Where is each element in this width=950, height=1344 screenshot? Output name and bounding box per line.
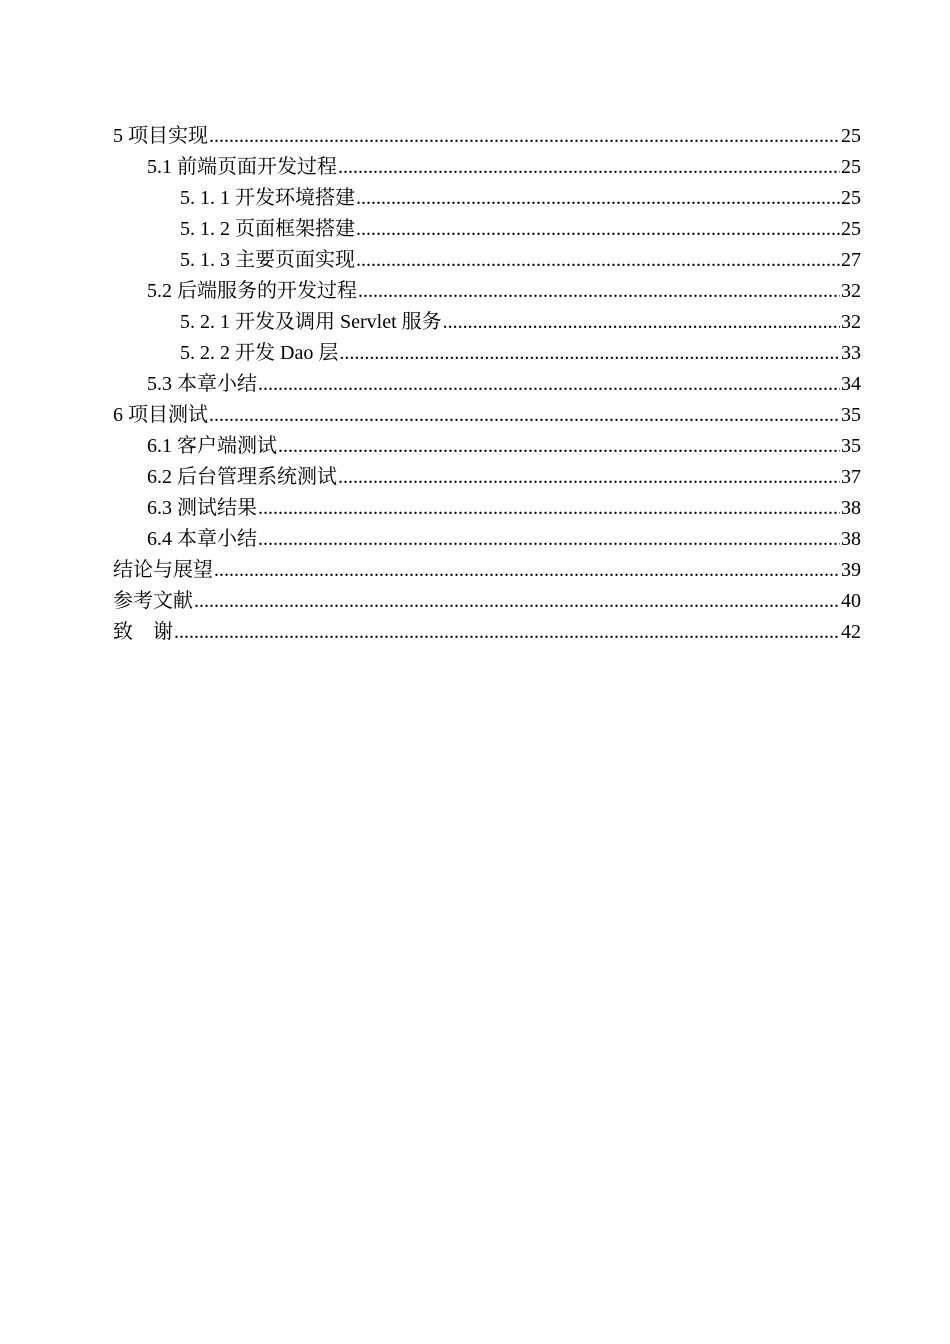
toc-entry-title: 6 项目测试	[113, 404, 208, 426]
toc-entry-title: 5.3 本章小结	[147, 373, 257, 395]
toc-entry[interactable]	[113, 245, 861, 276]
toc-entry-title: 5. 2. 2 开发 Dao 层	[180, 342, 339, 364]
toc-entry[interactable]	[113, 183, 861, 214]
toc-entry[interactable]	[113, 493, 861, 524]
toc-entry-title: 6.3 测试结果	[147, 497, 257, 519]
toc-entry-page-number: 42	[841, 621, 861, 643]
toc-entry-title: 5. 1. 1 开发环境搭建	[180, 187, 355, 209]
toc-entry-title: 6.4 本章小结	[147, 528, 257, 550]
toc-entry-page-number: 25	[841, 187, 861, 209]
toc-entry[interactable]	[113, 369, 861, 400]
dot-leader	[278, 431, 840, 462]
toc-entry[interactable]	[113, 276, 861, 307]
toc-entry-page-number: 25	[841, 125, 861, 147]
dot-leader	[209, 400, 840, 431]
toc-entry-page-number: 32	[841, 280, 861, 302]
dot-leader	[338, 462, 840, 493]
toc-entry[interactable]	[113, 214, 861, 245]
toc-entry[interactable]	[113, 338, 861, 369]
dot-leader	[443, 307, 840, 338]
toc-entry-page-number: 25	[841, 218, 861, 240]
toc-entry[interactable]	[113, 617, 861, 648]
toc-entry[interactable]	[113, 431, 861, 462]
toc-entry-page-number: 25	[841, 156, 861, 178]
dot-leader	[258, 493, 840, 524]
dot-leader	[209, 121, 840, 152]
toc-entry[interactable]	[113, 586, 861, 617]
dot-leader	[194, 586, 840, 617]
toc-entry-page-number: 35	[841, 404, 861, 426]
toc-entry-title: 6.2 后台管理系统测试	[147, 466, 337, 488]
toc-entry-title: 5 项目实现	[113, 125, 208, 147]
toc-entry-page-number: 34	[841, 373, 861, 395]
toc-entry-title: 5.1 前端页面开发过程	[147, 156, 337, 178]
dot-leader	[356, 183, 840, 214]
toc-entry[interactable]	[113, 524, 861, 555]
toc-entry-page-number: 39	[841, 559, 861, 581]
dot-leader	[174, 617, 840, 648]
toc-entry-page-number: 27	[841, 249, 861, 271]
toc-entry-title: 5. 1. 2 页面框架搭建	[180, 218, 355, 240]
dot-leader	[358, 276, 840, 307]
toc-entry-title: 6.1 客户端测试	[147, 435, 277, 457]
toc-entry[interactable]	[113, 555, 861, 586]
toc-entry[interactable]	[113, 121, 861, 152]
toc-entry-page-number: 38	[841, 528, 861, 550]
toc-entry[interactable]	[113, 152, 861, 183]
toc-entry-title: 5. 1. 3 主要页面实现	[180, 249, 355, 271]
toc-entry-page-number: 38	[841, 497, 861, 519]
table-of-contents	[113, 121, 861, 648]
toc-entry-title: 结论与展望	[113, 559, 213, 581]
toc-entry-title: 参考文献	[113, 590, 193, 612]
toc-entry-page-number: 33	[841, 342, 861, 364]
dot-leader	[339, 338, 840, 369]
dot-leader	[258, 524, 840, 555]
toc-entry-page-number: 35	[841, 435, 861, 457]
dot-leader	[258, 369, 840, 400]
toc-entry[interactable]	[113, 400, 861, 431]
toc-entry-page-number: 40	[841, 590, 861, 612]
toc-entry-page-number: 37	[841, 466, 861, 488]
toc-entry-title: 致 谢	[113, 621, 173, 643]
toc-entry[interactable]	[113, 307, 861, 338]
toc-entry-title: 5.2 后端服务的开发过程	[147, 280, 357, 302]
toc-entry-page-number: 32	[841, 311, 861, 333]
toc-entry[interactable]	[113, 462, 861, 493]
dot-leader	[214, 555, 840, 586]
dot-leader	[356, 245, 840, 276]
dot-leader	[338, 152, 840, 183]
dot-leader	[356, 214, 840, 245]
toc-entry-title: 5. 2. 1 开发及调用 Servlet 服务	[180, 311, 442, 333]
